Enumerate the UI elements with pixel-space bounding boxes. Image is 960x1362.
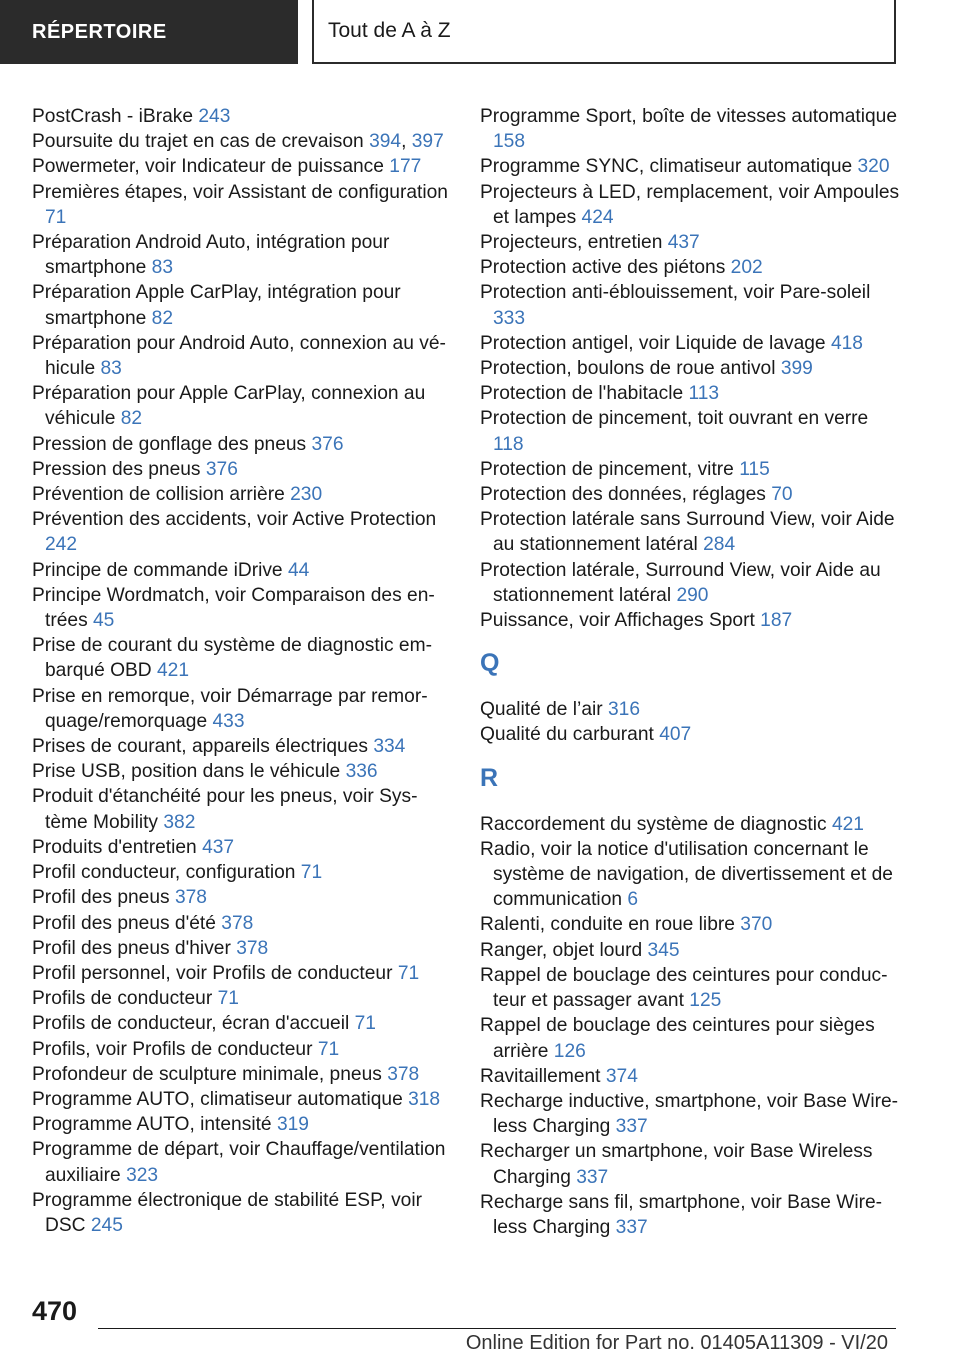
index-entry: [32, 936, 450, 961]
index-term: Profil personnel, voir Profils de conducteur: [32, 962, 393, 984]
page-number: 470: [32, 1296, 78, 1326]
page-reference-link[interactable]: 319: [276, 1114, 309, 1136]
index-term: Ravitaillement: [480, 1065, 601, 1087]
page-reference-link[interactable]: 71: [317, 1038, 340, 1060]
index-entry: [480, 697, 900, 722]
index-term: Programme électronique de stabilité ESP, voir DSC: [32, 1189, 422, 1236]
index-term: Puissance, voir Affichages Sport: [480, 610, 755, 632]
index-entry: [480, 507, 900, 557]
page-reference-link[interactable]: 126: [553, 1040, 586, 1062]
index-entry: [32, 986, 450, 1011]
index-term: Protection latérale, Surround View, voir Aide au stationnement latéral: [480, 559, 881, 606]
page-reference-link[interactable]: 334: [373, 736, 406, 758]
index-entry: [32, 1112, 450, 1137]
index-entry: [480, 912, 900, 937]
page-reference-link[interactable]: 376: [205, 458, 238, 480]
index-entry: [480, 837, 900, 913]
page-reference-link[interactable]: 407: [659, 724, 692, 746]
index-entry: [32, 759, 450, 784]
page-header: [0, 0, 960, 66]
index-term: Prise USB, position dans le véhicule: [32, 761, 341, 783]
index-entry: [32, 1087, 450, 1112]
page-reference-link[interactable]: 82: [151, 307, 174, 329]
index-term: Prise en remorque, voir Démarrage par remorquage/remorquage: [32, 685, 428, 732]
index-entry: [32, 507, 450, 557]
index-term: Prises de courant, appareils électriques: [32, 736, 368, 758]
index-entry: [480, 558, 900, 608]
index-term: Profil des pneus d'hiver: [32, 937, 231, 959]
section-tab-label: RÉPERTOIRE: [32, 20, 167, 43]
index-entry: [32, 1062, 450, 1087]
index-entry: [480, 381, 900, 406]
index-term: Protection de pincement, vitre: [480, 458, 734, 480]
index-term: Profils de conducteur, écran d'accueil: [32, 1013, 350, 1035]
page-reference-link[interactable]: 376: [311, 433, 344, 455]
index-term: Protection, boulons de roue antivol: [480, 358, 776, 380]
index-term: Protection de l'habitacle: [480, 383, 684, 405]
index-term: Recharge inductive, smartphone, voir Base Wireless Charging: [480, 1090, 899, 1138]
footer-divider: [98, 1328, 896, 1329]
page-reference-link[interactable]: 323: [126, 1164, 159, 1186]
page-reference-link[interactable]: 394: [369, 131, 402, 153]
index-term: Protection active des piétons: [480, 257, 726, 279]
index-term: Pression de gonflage des pneus: [32, 433, 307, 455]
section-tab[interactable]: [0, 0, 298, 64]
index-entry: [32, 558, 450, 583]
page-reference-link[interactable]: 242: [45, 534, 78, 556]
page-reference-link[interactable]: 320: [857, 156, 890, 178]
index-entry: [480, 938, 900, 963]
page-reference-link[interactable]: 230: [290, 484, 323, 506]
index-term: Préparation Android Auto, intégration pour smartphone: [32, 232, 390, 279]
index-entry: [480, 457, 900, 482]
index-term: Principe Wordmatch, voir Comparaison des entrées: [32, 584, 435, 632]
page-reference-link[interactable]: 71: [45, 206, 67, 228]
index-term: Produit d'étanchéité pour les pneus, voir Système Mobility: [32, 786, 418, 833]
index-entry: [480, 1089, 900, 1139]
page-reference-link[interactable]: 421: [157, 660, 190, 682]
index-entry: [32, 734, 450, 759]
index-term: Profil des pneus: [32, 887, 170, 909]
page-reference-link[interactable]: 284: [703, 534, 736, 556]
page-reference-link[interactable]: 82: [120, 408, 143, 430]
page-reference-link[interactable]: 418: [830, 332, 863, 354]
index-entry: [480, 1064, 900, 1089]
index-term: Radio, voir la notice d'utilisation concernant le système de navigation, de divertissement et de communication: [480, 838, 893, 911]
page-reference-link[interactable]: 318: [408, 1088, 441, 1110]
page-reference-link[interactable]: 125: [689, 990, 722, 1012]
page-reference-link[interactable]: 370: [740, 914, 773, 936]
index-entry: [32, 154, 450, 179]
index-entry: [480, 812, 900, 837]
index-term: Powermeter, voir Indicateur de puissance: [32, 156, 384, 178]
index-entry: [480, 180, 900, 230]
page-reference-link[interactable]: 433: [212, 710, 245, 732]
index-entry: [480, 1190, 900, 1240]
index-term: Principe de commande iDrive: [32, 559, 283, 581]
index-term: Profils de conducteur: [32, 988, 213, 1010]
index-term: Préparation pour Apple CarPlay, connexion au véhicule: [32, 383, 426, 430]
index-entry: [480, 154, 900, 179]
index-term: Protection antigel, voir Liquide de lavage: [480, 332, 826, 354]
page-reference-link[interactable]: 378: [221, 912, 254, 934]
index-entry: [480, 1013, 900, 1063]
index-entry: [480, 608, 900, 633]
page-reference-link[interactable]: 45: [93, 610, 115, 632]
page-reference-link[interactable]: 337: [615, 1216, 648, 1238]
page-reference-link[interactable]: 44: [287, 559, 310, 581]
page-reference-link[interactable]: 71: [217, 988, 239, 1010]
index-entry: [32, 482, 450, 507]
index-entry: [32, 911, 450, 936]
index-entry: [32, 860, 450, 885]
index-term: Prévention de collision arrière: [32, 484, 285, 506]
page-reference-link[interactable]: 382: [163, 811, 196, 833]
index-entry: [32, 331, 450, 381]
page-reference-link[interactable]: 345: [647, 939, 680, 961]
index-term: Programme AUTO, intensité: [32, 1114, 272, 1136]
page-reference-link[interactable]: 378: [387, 1063, 420, 1085]
index-entry: [32, 280, 450, 330]
page-reference-link[interactable]: 290: [676, 584, 709, 606]
index-entry: [32, 835, 450, 860]
index-entry: [32, 1137, 450, 1187]
page-reference-link[interactable]: 437: [202, 836, 235, 858]
page-reference-link[interactable]: 424: [581, 206, 614, 228]
index-entry: [32, 583, 450, 633]
index-term: Pression des pneus: [32, 458, 201, 480]
index-entry: [32, 961, 450, 986]
index-term: Protection anti-éblouissement, voir Pare-soleil: [480, 282, 871, 304]
page-reference-link[interactable]: 71: [397, 962, 420, 984]
page-reference-link[interactable]: 374: [605, 1065, 638, 1087]
index-term: Projecteurs à LED, remplacement, voir Ampoules et lampes: [480, 181, 900, 228]
index-entry: [32, 432, 450, 457]
index-entry: [32, 180, 450, 230]
index-term: Profondeur de sculpture minimale, pneus: [32, 1063, 382, 1085]
index-entry: [480, 104, 900, 154]
index-entry: [480, 230, 900, 255]
index-entry: [480, 331, 900, 356]
index-term: Protection de pincement, toit ouvrant en verre: [480, 408, 869, 430]
page-reference-link[interactable]: 397: [411, 131, 444, 153]
page-reference-link[interactable]: 333: [493, 307, 526, 329]
section-letter-heading: R: [480, 763, 499, 792]
index-term: Protection latérale sans Surround View, voir Aide au stationnement latéral: [480, 509, 895, 556]
index-entry: [32, 1037, 450, 1062]
index-entry: [32, 633, 450, 683]
index-entry: [32, 104, 450, 129]
index-term: Produits d'entretien: [32, 836, 197, 858]
page-reference-link[interactable]: 158: [493, 131, 526, 153]
index-term: Rappel de bouclage des ceintures pour sièges arrière: [480, 1015, 875, 1062]
index-term: Ralenti, conduite en roue libre: [480, 914, 735, 936]
index-term: Programme Sport, boîte de vitesses automatique: [480, 106, 898, 127]
index-term: Poursuite du trajet en cas de crevaison: [32, 131, 364, 153]
index-term: PostCrash - iBrake: [32, 106, 194, 127]
page-reference-link[interactable]: 113: [688, 383, 720, 405]
index-entry: [480, 482, 900, 507]
page-reference-link[interactable]: 177: [389, 156, 422, 178]
page-reference-link[interactable]: 378: [174, 887, 207, 909]
edition-footer: Online Edition for Part no. 01405A11309 - VI/20: [465, 1332, 888, 1354]
index-entry: [32, 457, 450, 482]
page-reference-link[interactable]: 316: [608, 699, 641, 721]
page-reference-link[interactable]: 83: [100, 358, 122, 380]
index-term: Programme de départ, voir Chauffage/ventilation auxiliaire: [32, 1139, 446, 1186]
page-reference-link[interactable]: 6: [627, 889, 639, 911]
page-reference-link[interactable]: 243: [198, 106, 231, 127]
page-reference-link[interactable]: 115: [739, 458, 770, 480]
index-term: Prise de courant du système de diagnostic embarqué OBD: [32, 635, 432, 682]
index-entry: [32, 381, 450, 431]
page-reference-link[interactable]: 187: [760, 610, 793, 632]
index-term: Recharger un smartphone, voir Base Wireless Charging: [480, 1141, 873, 1188]
index-term: Programme SYNC, climatiseur automatique: [480, 156, 853, 178]
index-entry: [480, 280, 900, 330]
index-entry: Poursuite du trajet en cas de crevaison 394, 397: [32, 131, 444, 153]
index-term: Qualité du carburant: [480, 724, 654, 746]
page-reference-link[interactable]: 421: [831, 813, 864, 835]
page-reference-link[interactable]: 336: [345, 761, 378, 783]
subsection-tab-label: Tout de A à Z: [328, 19, 451, 42]
page-reference-link[interactable]: 337: [576, 1166, 609, 1188]
index-entry: [480, 255, 900, 280]
index-term: Préparation Apple CarPlay, intégration pour smartphone: [32, 282, 401, 329]
index-entry: [480, 1139, 900, 1189]
page-reference-link[interactable]: 337: [615, 1116, 648, 1138]
page-reference-link[interactable]: 70: [771, 484, 793, 506]
subsection-tab[interactable]: [312, 0, 896, 64]
index-term: Raccordement du système de diagnostic: [480, 813, 827, 835]
index-term: Profil conducteur, configuration: [32, 862, 296, 884]
page-reference-link[interactable]: 378: [236, 937, 269, 959]
section-letter-heading: Q: [480, 649, 500, 678]
index-entry: [32, 1011, 450, 1036]
index-term: Ranger, objet lourd: [480, 939, 643, 961]
page-reference-link[interactable]: 71: [300, 862, 323, 884]
page-reference-link[interactable]: 71: [354, 1013, 376, 1035]
index-term: Programme AUTO, climatiseur automatique: [32, 1088, 403, 1110]
page-reference-link[interactable]: 202: [730, 257, 763, 279]
index-term: Profils, voir Profils de conducteur: [32, 1038, 313, 1060]
index-term: Recharge sans fil, smartphone, voir Base Wireless Charging: [480, 1191, 883, 1238]
page-reference-link[interactable]: 118: [493, 433, 524, 455]
index-term: Prévention des accidents, voir Active Protection: [32, 509, 437, 531]
index-term: Rappel de bouclage des ceintures pour conducteur et passager avant: [480, 964, 888, 1012]
page-reference-link[interactable]: 399: [780, 358, 813, 380]
index-entry: [32, 885, 450, 910]
index-term: Préparation pour Android Auto, connexion au véhicule: [32, 332, 446, 380]
index-entry: [480, 406, 900, 456]
index-column-right: [480, 104, 900, 1240]
page-reference-link[interactable]: 437: [667, 232, 700, 254]
index-term: Projecteurs, entretien: [480, 232, 663, 254]
index-entry: [32, 784, 450, 834]
index-entry: [32, 684, 450, 734]
index-term: Qualité de l’air: [480, 699, 603, 721]
index-term: Premières étapes, voir Assistant de configuration: [32, 181, 448, 203]
index-term: Profil des pneus d'été: [32, 912, 216, 934]
page-reference-link[interactable]: 83: [151, 257, 174, 279]
page-reference-link[interactable]: 245: [90, 1214, 123, 1236]
index-entry: [480, 356, 900, 381]
index-entry: [32, 230, 450, 280]
index-entry: [480, 963, 900, 1013]
index-column-left: [32, 104, 450, 1238]
index-entry: [32, 1188, 450, 1238]
index-term: Protection des données, réglages: [480, 484, 766, 506]
index-entry: [480, 722, 900, 747]
